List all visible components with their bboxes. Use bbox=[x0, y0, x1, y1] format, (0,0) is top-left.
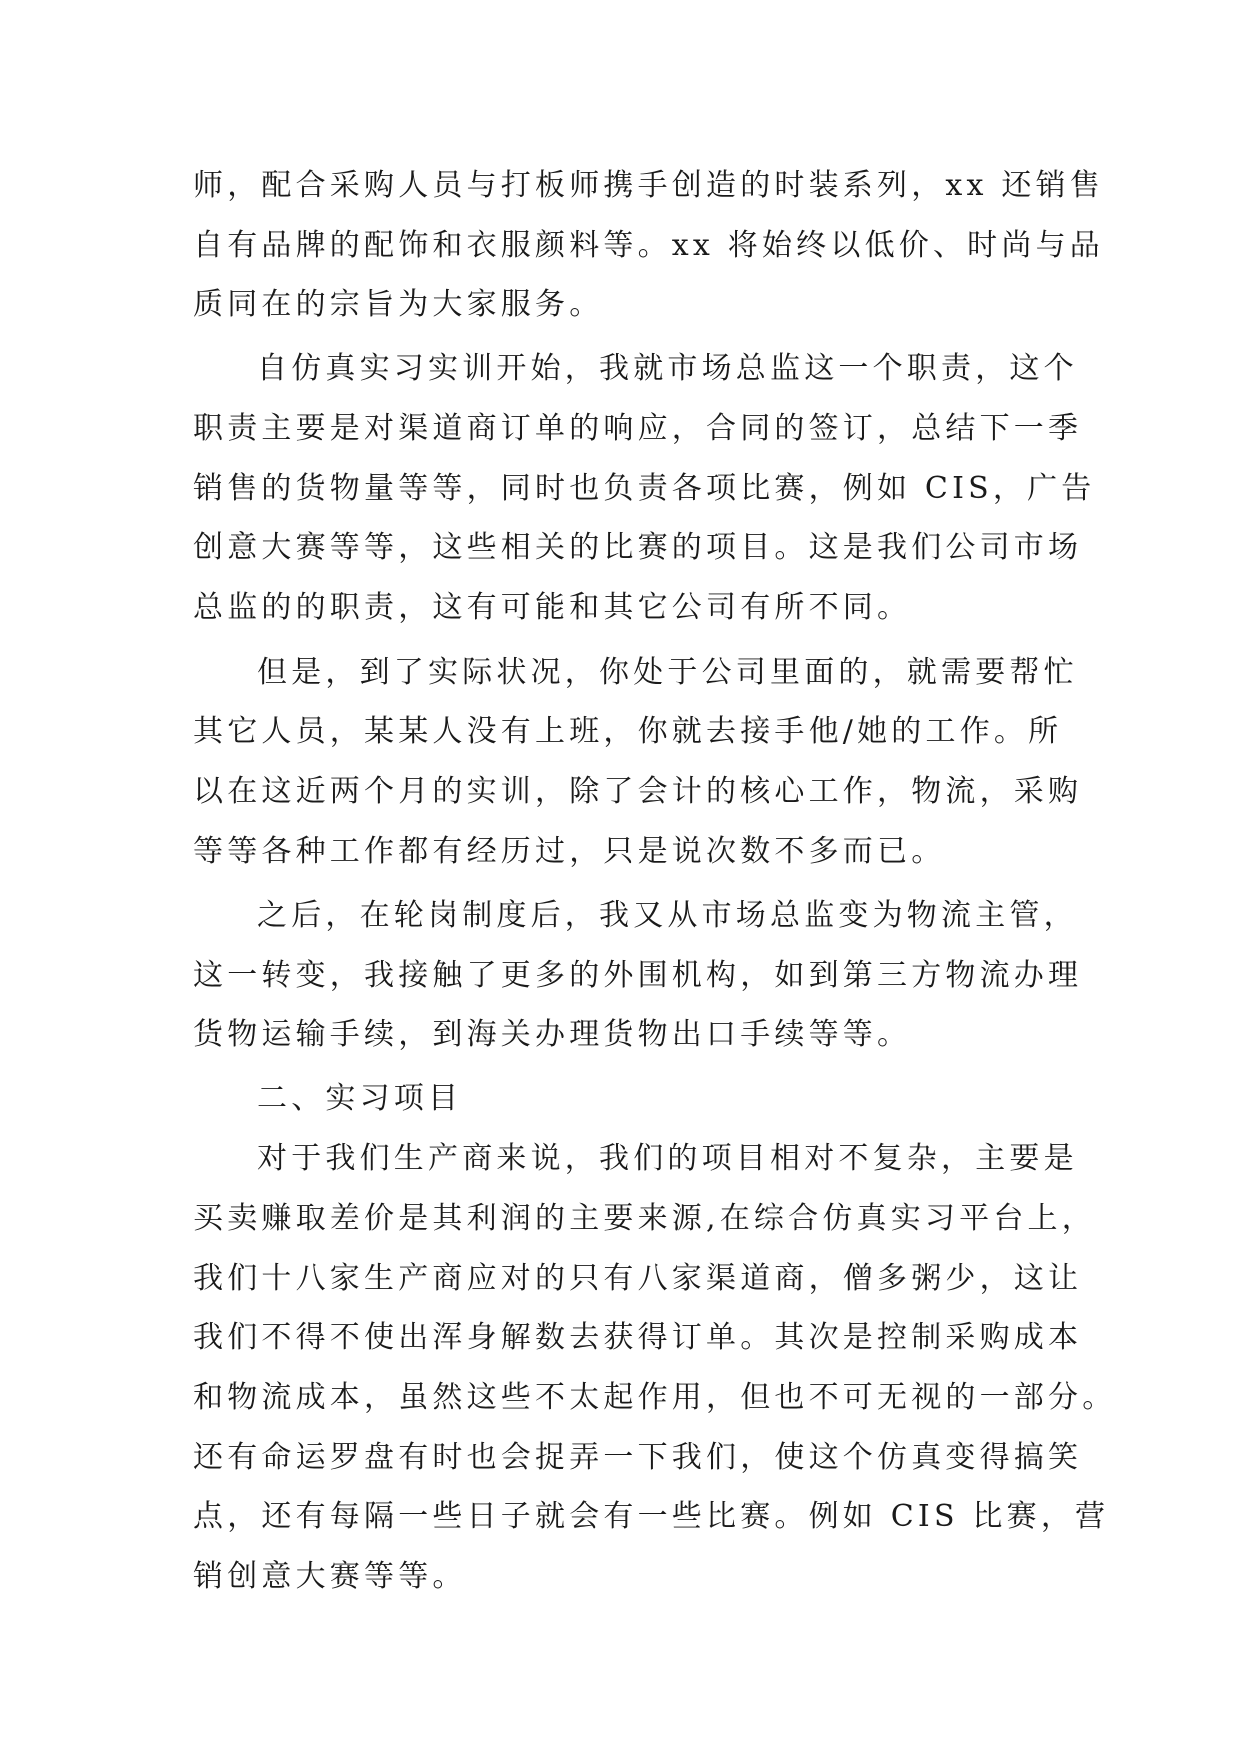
paragraph-line: 总监的的职责，这有可能和其它公司有所不同。 bbox=[193, 590, 912, 625]
paragraph-line: 质同在的宗旨为大家服务。 bbox=[193, 287, 604, 322]
section-heading: 二、实习项目 bbox=[257, 1081, 463, 1116]
paragraph-line: 自有品牌的配饰和衣服颜料等。xx 将始终以低价、时尚与品 bbox=[193, 228, 1104, 263]
paragraph-line: 销创意大赛等等。 bbox=[193, 1559, 467, 1594]
paragraph-line: 师，配合采购人员与打板师携手创造的时装系列，xx 还销售 bbox=[193, 168, 1104, 203]
paragraph-line: 自仿真实习实训开始，我就市场总监这一个职责，这个 bbox=[257, 351, 1078, 386]
paragraph-line: 其它人员，某某人没有上班，你就去接手他/她的工作。所 bbox=[193, 714, 1063, 749]
paragraph-line: 对于我们生产商来说，我们的项目相对不复杂，主要是 bbox=[257, 1141, 1078, 1176]
paragraph-line: 以在这近两个月的实训，除了会计的核心工作，物流，采购 bbox=[193, 774, 1083, 809]
paragraph-line: 销售的货物量等等，同时也负责各项比赛，例如 CIS，广告 bbox=[193, 471, 1096, 506]
paragraph-line: 货物运输手续，到海关办理货物出口手续等等。 bbox=[193, 1017, 912, 1052]
paragraph-line: 还有命运罗盘有时也会捉弄一下我们，使这个仿真变得搞笑 bbox=[193, 1440, 1083, 1475]
paragraph-line: 之后，在轮岗制度后，我又从市场总监变为物流主管， bbox=[257, 898, 1078, 933]
paragraph-line: 这一转变，我接触了更多的外围机构，如到第三方物流办理 bbox=[193, 958, 1083, 993]
paragraph-line: 和物流成本，虽然这些不太起作用，但也不可无视的一部分。 bbox=[193, 1380, 1117, 1415]
paragraph-line: 但是，到了实际状况，你处于公司里面的，就需要帮忙 bbox=[257, 655, 1078, 690]
paragraph-line: 点，还有每隔一些日子就会有一些比赛。例如 CIS 比赛，营 bbox=[193, 1499, 1110, 1534]
paragraph-line: 等等各种工作都有经历过，只是说次数不多而已。 bbox=[193, 834, 946, 869]
paragraph-line: 我们不得不使出浑身解数去获得订单。其次是控制采购成本 bbox=[193, 1320, 1083, 1355]
paragraph-line: 买卖赚取差价是其利润的主要来源,在综合仿真实习平台上， bbox=[193, 1201, 1096, 1236]
paragraph-line: 职责主要是对渠道商订单的响应，合同的签订，总结下一季 bbox=[193, 411, 1083, 446]
paragraph-line: 我们十八家生产商应对的只有八家渠道商，僧多粥少，这让 bbox=[193, 1261, 1083, 1296]
paragraph-line: 创意大赛等等，这些相关的比赛的项目。这是我们公司市场 bbox=[193, 530, 1083, 565]
